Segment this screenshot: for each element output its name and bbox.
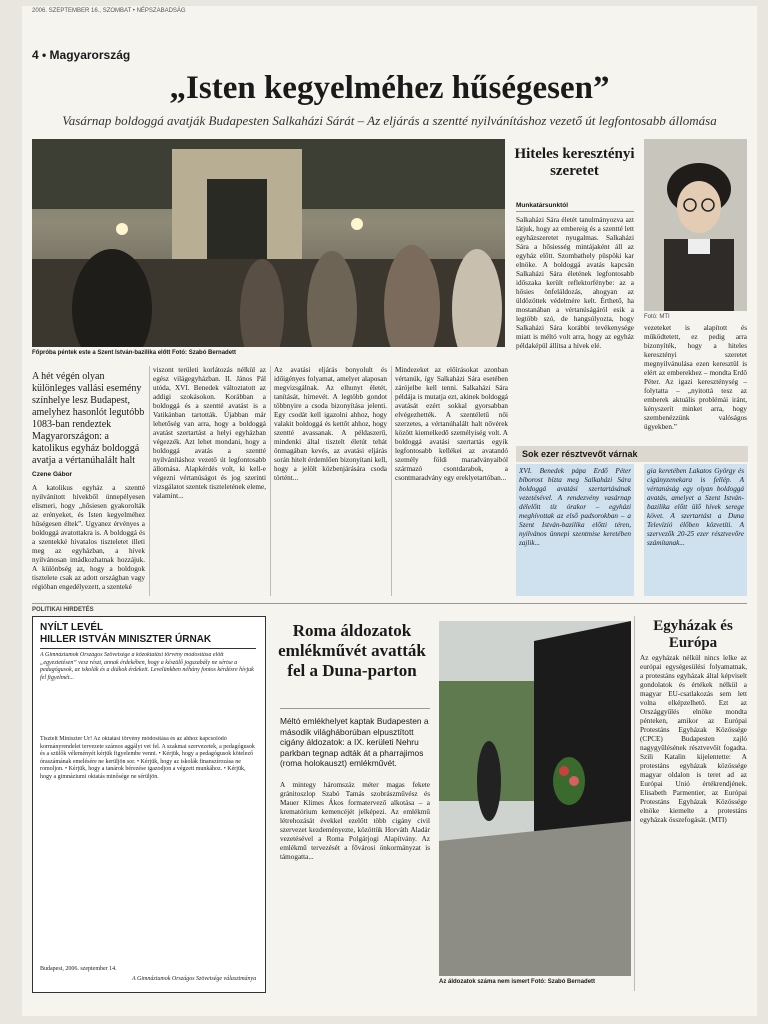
open-letter-intro: A Gimnáziumok Országos Szövetsége a közoktatási törvény módosítása előtt „egyeztetésen” vesz részt, annak érdekében, hogy a készülő jogszabály ne sértse a pedagógusok, az iskolák és a diákok érdekeit. Levelünkben néhány fontos kérdésre hívjuk fel figyelmét... xyxy=(40,652,254,681)
box-body-left: XVI. Benedek pápa Erdő Péter bíborost bízta meg Salkaházi Sára boldoggá avatási szertartásának vezetésével. A rendezvény vasárnap délelőtt tíz órakor – egyházi meghívottak az első padsorokban – a Szent István-bazilika előtti téren, nyilvános ünnepi szentmise keretében zajlik... xyxy=(519,467,631,547)
main-deck: Vasárnap boldoggá avatják Budapesten Salkaházi Sárát – Az eljárás a szentté nyilvánításhoz vezető út legfontosabb állomása xyxy=(62,113,717,128)
political-ad-label: POLITIKAI HIRDETÉS xyxy=(32,607,94,613)
portrait-graphic xyxy=(644,139,747,311)
sidebar-body-right: vezeteket is alapított és működtetett, ez pedig arra bizonyíték, hogy a hiteles keresztényi szeretet megnyilvánulása ezen keresztül is elért az emberekhez – mondta Erdő Péter. Az igazi kereszténység – folytatta – „nyitottá tesz az emberek aktuális problémái iránt, kényszerít minket arra, hogy szembenézzünk valóságos ügyekben.” xyxy=(644,324,747,431)
europe-headline: Egyházak és Európa xyxy=(653,618,733,651)
roma-photo-caption: Az áldozatok száma nem ismert Fotó: Szabó Bernadett xyxy=(439,979,596,985)
sidebar-byline: Munkatársunktól xyxy=(516,202,569,209)
europe-body: Az egyházak nélkül nincs lelke az európai egységesülési folyamatnak, a protestáns egyházak által képviselt gondolatok és értékek nélkül a magyar EU-csatlakozás sem lett volna elképzelhető. Ezt az Országgyűlés elnöke mondta pénteken, amikor az Európai Protestáns Egyházak Közössége (CPCE) Budapesten zajló nagygyűlésének résztvevőit fogadta. Szili Katalin kijelentette: A protestáns egyházak közössége magyar oldalon is teret ad az Európai Unió értékrendjének. Elisabeth Parmentier, az Európai Protestáns Egyházak Közössége elnöke kiemelte a protestáns egyházak összefogását. (MTI) xyxy=(640,654,747,824)
open-letter-title-2: HILLER ISTVÁN MINISZTER ÚRNAK xyxy=(40,634,212,645)
roma-body-1: A mintegy háromszáz méter magas fekete gránitoszlop Szabó Tamás szobrászművész és Mauer Klimes Ákos formatervező alkotása – a krematórium kemencéjét jelképezi. Az emlékmű létrehozását évekkel ezelőtt több cigány civil szervezet kezdeményezte, közöttük Horváth Aladár vezetésével a Roma Polgárjogi Alapítvány. Az emlékmű tervezését a fővárosi önkormányzat is támogatta... xyxy=(280,781,430,861)
lead-text: A hét végén olyan különleges vallási esemény színhelye lesz Budapest, amelyhez hasonlót legutóbb 1083-ban rendeztek Magyarországon: a katolikus egyház boldoggá avatja a vértanúhalált halt xyxy=(32,371,145,466)
memorial-photo-graphic xyxy=(439,621,631,976)
box-headline: Sok ezer résztvevőt várnak xyxy=(516,446,748,462)
procession-photo-graphic xyxy=(32,139,505,347)
main-photo xyxy=(32,139,505,347)
main-headline: „Isten kegyelméhez hűségesen” xyxy=(169,70,610,106)
roma-lead: Méltó emlékhelyet kaptak Budapesten a második világháborúban elpusztított cigány áldozatok: a IX. kerületi Nehru parkban tegnap adták át a pharrajimos (roma holokauszt) emlékművét. xyxy=(280,716,429,768)
open-letter-body: Tisztelt Miniszter Úr! Az oktatási törvény módosítása és az ahhoz kapcsolódó kormányrendelet tervezete számos aggályt vet fel. A szakmai szervezetek, a pedagógusok és a szülők véleményét kérjük figyelembe venni. • Kérjük, hogy a pedagógusok kötelező óraszámának emelésére ne kerüljön sor. • Kérjük, hogy az iskolák finanszírozása ne romoljon. • Kérjük, hogy a tanárok bérezése igazodjon a végzett munkához. • Kérjük, hogy a gimnáziumi oktatás minősége ne sérüljön. xyxy=(40,736,255,780)
body-col3: Az avatási eljárás bonyolult és időigényes folyamat, amelyet alaposan megvizsgálnak. Az elhunyt életét, tanítását, hírnevét. A legtöbb gondot többnyire a csoda bizonyítása jelenti. Egy csodát kell igazolni ahhoz, hogy valakit boldoggá és kettőt ahhoz, hogy szentté avassanak. A példaszerű, mindenki által tisztelt életút tehát önmagában kevés, az avatási eljárás során hitelt érdemlően bizonyítani kell, hogy a jelölt közbenjárására csoda történt... xyxy=(274,366,387,482)
sidebar-headline: Hiteles keresztényi szeretet xyxy=(514,146,635,179)
open-letter-title: NYÍLT LEVÉL xyxy=(40,622,104,633)
portrait-photo xyxy=(644,139,747,311)
main-photo-caption: Főpróba péntek este a Szent István-bazilika előtt Fotó: Szabó Bernadett xyxy=(32,350,237,356)
sidebar-body-left: Salkaházi Sára életét tanulmányozva azt látjuk, hogy az embereig és a szentté lett egyházszeretet nyugalmas. Salkaházi Sára a hősiesség mintájaként áll az egyház előtt. Szombathely püspöki kar elnöke. A boldoggá avatás kapcsán Salkaházi Sára életének legfontosabb időszaka került reflektorfénybe: az a hősies önfeláldozás, ahogyan az üldözöttek védelmére kelt. Érthető, ha mostanában a vértanúságáról esik a legtöbb szó, de hangsúlyozta, hogy Salkaházi Sára korábbi tevékenysége miatt is méltó volt arra, hogy az egyház példaképül állítsa a hívek elé. xyxy=(516,216,634,350)
section-title: 4 • Magyarország xyxy=(32,48,131,62)
body-col4: Mindezeket az előírásokat azonban vértanúk, így Salkaházi Sára esetében zárójelbe kell tenni. Salkaházi Sára példája is mutatja ezt, akinek boldoggá avatását ezért sokkal gyorsabban elvégezhették. A szentéletű női szerzetes, a vértanúhalált halt nővérek között kiemelkedő személyiség volt. A boldoggá avatási szertartás egyik legfontosabb kellékei az avatandó személy földi maradványaiból származó csontdarabok, a csontmaradvány egy ereklyetartóban... xyxy=(395,366,508,482)
newspaper-page xyxy=(22,6,757,1016)
byline: Czene Gábor xyxy=(32,471,73,478)
portrait-caption: Fotó: MTI xyxy=(644,314,670,320)
dateline: 2006. SZEPTEMBER 16., SZOMBAT • NÉPSZABADSÁG xyxy=(32,8,186,14)
body-col2: viszont területi korlátozás nélkül az egész világegyházban. II. János Pál utóda, XVI. Benedek változtatott az addigi szokásokon. Korábban a boldoggá és a szentté avatást is a Vatikánban tartották. Újabban már lehetőség van arra, hogy a boldoggá avatást szertartást a helyi egyházban végezzék. Azt lehet mondani, hogy a boldoggá avatás a szentté nyilvánításhoz vezető út legfontosabb állomása. Alapkérdés volt, ki kell-e végezni vértanúságot és jog szerinti vizsgálatot szentek tiszteletének eleme, valamint... xyxy=(153,366,266,500)
open-letter-signature: A Gimnáziumok Országos Szövetsége választmánya xyxy=(132,976,257,982)
box-body-right: gia keretében Lakatos György és cigányzenekara is fellép. A vértanúság egy olyan boldoggá avatás, amelyet a Szent István-bazilika előtt ülő hívek serege követ. A szertartást a Duna Televízió élőben közvetíti. A szervezők 20-25 ezer résztvevőre számítanak... xyxy=(647,467,744,547)
open-letter-date: Budapest, 2006. szeptember 14. xyxy=(40,966,117,972)
body-col1: A katolikus egyház a szentté nyilvánított hívekből ünnepélyesen elismeri, hogy „hősiesen gyakorolták az erényeket, és Isten kegyelméhez hűségesen éltek”. Ugyanez érvényes a boldoggá avatottakra is. A boldoggá és a szentekké hivatalos tiszteletet illeti meg az egyházban, a hívek nyilvánosan imádkozhatnak hozzájuk. A különbség az, hogy a boldogok tisztelete csak az adott országban vagy régióban engedélyezett, a szenteké xyxy=(32,484,145,591)
roma-photo xyxy=(439,621,631,976)
roma-headline: Roma áldozatok emlékművét avatták fel a Duna-parton xyxy=(278,621,426,680)
